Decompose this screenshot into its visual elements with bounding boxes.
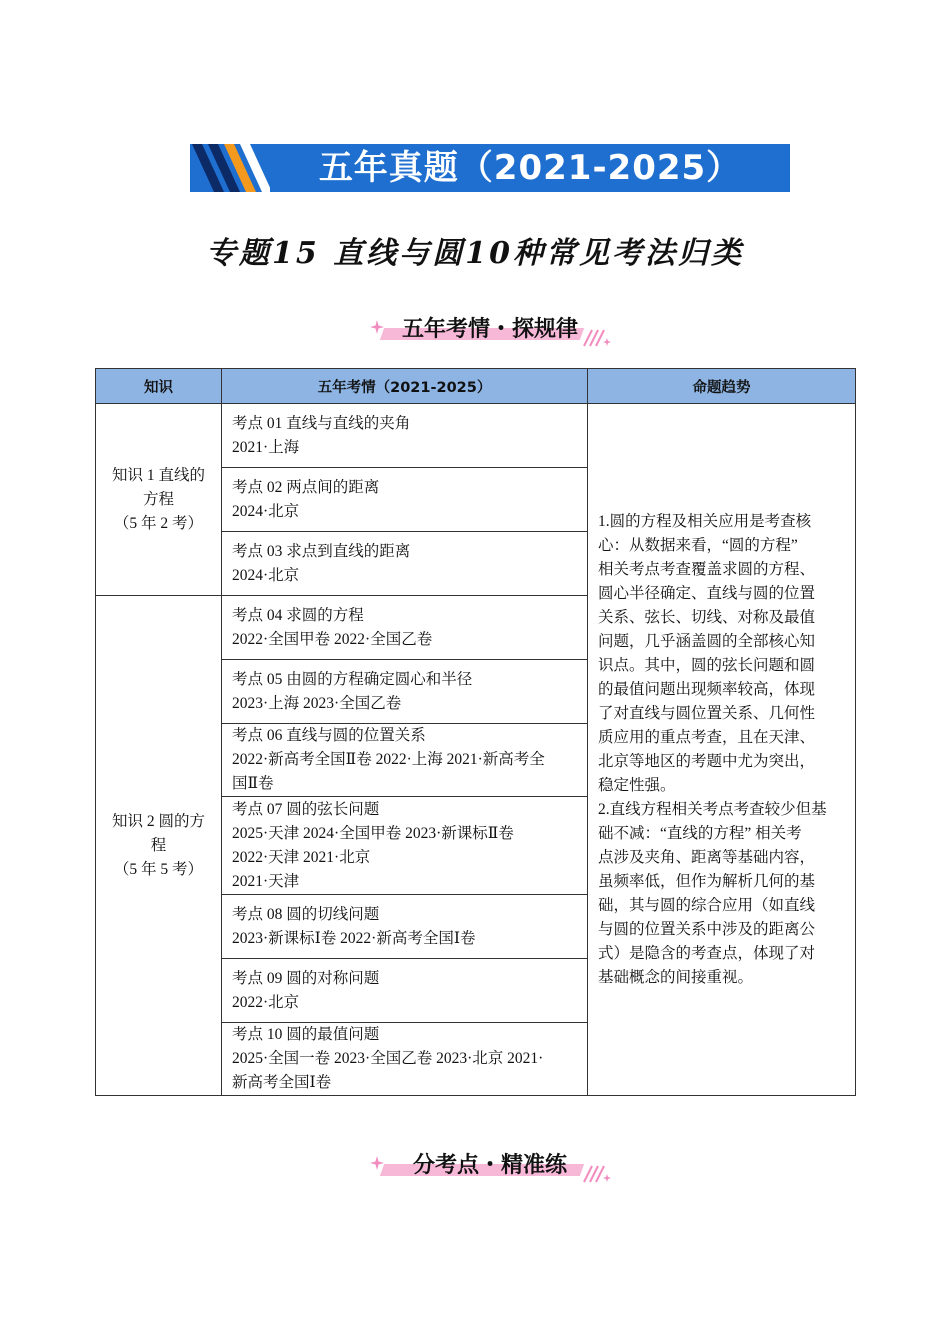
- trend-line: 相关考点考查覆盖求圆的方程、: [598, 560, 816, 578]
- header-exam-years: 五年考情（2021-2025）: [222, 369, 588, 404]
- point-title: 考点 06 直线与圆的位置关系: [232, 727, 426, 744]
- point-title: 考点 09 圆的对称问题: [232, 969, 380, 987]
- trend-line: 式）是隐含的考查点，体现了对: [598, 944, 816, 962]
- knowledge-line: 方程: [142, 490, 174, 508]
- header-knowledge: 知识: [96, 369, 222, 404]
- section-title: 分考点・精准练: [412, 1153, 567, 1178]
- point-title: 考点 10 圆的最值问题: [232, 1026, 380, 1043]
- exam-point-cell: [222, 660, 588, 724]
- point-title: 考点 01 直线与直线的夹角: [232, 414, 411, 432]
- page-title: 专题15 直线与圆10种常见考法归类: [206, 236, 744, 271]
- knowledge-line: 知识 1 直线的: [111, 466, 205, 484]
- trend-line: 1.圆的方程及相关应用是考查核: [598, 512, 812, 530]
- exam-point-cell: [222, 532, 588, 596]
- exam-table: [95, 368, 856, 1096]
- trend-line: 础不减：“直线的方程” 相关考: [598, 824, 802, 842]
- section-badge-practice: [360, 1142, 620, 1186]
- point-title: 考点 07 圆的弦长问题: [232, 800, 380, 818]
- point-title: 考点 04 求圆的方程: [232, 606, 364, 624]
- point-years: 2024·北京: [232, 502, 300, 520]
- trend-line: 基础概念的间接重视。: [598, 968, 754, 986]
- trend-line: 质应用的重点考查，且在天津、: [598, 728, 816, 746]
- section-badge-trends: [360, 306, 620, 350]
- trend-line: 识点。其中，圆的弦长问题和圆: [598, 656, 816, 674]
- point-years: 2025·全国一卷 2023·全国乙卷 2023·北京 2021·: [232, 1050, 544, 1067]
- point-years: 2022·北京: [232, 993, 300, 1011]
- point-years: 2022·新高考全国Ⅱ卷 2022·上海 2021·新高考全: [232, 751, 545, 768]
- trend-line: 北京等地区的考题中尤为突出，: [598, 752, 816, 770]
- point-years: 2024·北京: [232, 566, 300, 584]
- exam-point-cell: [222, 596, 588, 660]
- point-title: 考点 02 两点间的距离: [232, 478, 380, 496]
- point-years: 2023·新课标Ⅰ卷 2022·新高考全国Ⅰ卷: [232, 929, 476, 947]
- knowledge-cell: [96, 404, 222, 596]
- exam-point-cell: [222, 724, 588, 797]
- header-trend: 命题趋势: [588, 369, 856, 404]
- knowledge-cell: [96, 596, 222, 1096]
- point-years: 2022·天津 2021·北京: [232, 848, 371, 866]
- trend-cell: [588, 404, 856, 1096]
- trend-line: 础，其与圆的综合应用（如直线: [598, 896, 816, 914]
- knowledge-line: （5 年 2 考）: [113, 514, 204, 532]
- slash-decoration-icon: [582, 324, 612, 348]
- point-years: 2023·上海 2023·全国乙卷: [232, 694, 402, 712]
- table-header-row: [96, 369, 856, 404]
- trend-line: 2.直线方程相关考点考查较少但基: [598, 800, 827, 818]
- trend-line: 了对直线与圆位置关系、几何性: [598, 704, 816, 722]
- trend-line: 与圆的位置关系中涉及的距离公: [598, 920, 816, 938]
- point-years: 2021·天津: [232, 872, 300, 890]
- point-years: 2022·全国甲卷 2022·全国乙卷: [232, 630, 433, 648]
- banner-stripes-icon: [190, 144, 270, 192]
- point-title: 考点 05 由圆的方程确定圆心和半径: [232, 670, 473, 688]
- point-years: 新高考全国Ⅰ卷: [232, 1074, 332, 1091]
- trend-line: 稳定性强。: [598, 776, 676, 794]
- trend-line: 圆心半径确定、直线与圆的位置: [598, 584, 816, 602]
- banner-title: 五年真题（2021-2025）: [318, 148, 742, 188]
- exam-point-cell: [222, 959, 588, 1023]
- table-row: [96, 404, 856, 468]
- trend-line: 心：从数据来看，“圆的方程”: [598, 536, 798, 554]
- trend-line: 的最值问题出现频率较高，体现: [598, 680, 816, 698]
- slash-decoration-icon: [582, 1160, 612, 1184]
- trend-line: 虽频率低，但作为解析几何的基: [598, 872, 816, 890]
- exam-point-cell: [222, 468, 588, 532]
- section-title: 五年考情・探规律: [401, 317, 578, 342]
- trend-line: 问题，几乎涵盖圆的全部核心知: [598, 632, 816, 650]
- knowledge-line: 程: [150, 836, 167, 854]
- exam-point-cell: [222, 404, 588, 468]
- knowledge-line: 知识 2 圆的方: [111, 812, 205, 830]
- exam-point-cell: [222, 1023, 588, 1096]
- point-title: 考点 03 求点到直线的距离: [232, 542, 411, 560]
- exam-point-cell: [222, 797, 588, 895]
- trend-line: 关系、弦长、切线、对称及最值: [598, 608, 816, 626]
- exam-point-cell: [222, 895, 588, 959]
- point-years: 2021·上海: [232, 438, 300, 456]
- banner: [190, 144, 790, 192]
- point-years: 国Ⅱ卷: [232, 775, 274, 792]
- point-years: 2025·天津 2024·全国甲卷 2023·新课标Ⅱ卷: [232, 824, 514, 842]
- trend-line: 点涉及夹角、距离等基础内容，: [598, 848, 816, 866]
- knowledge-line: （5 年 5 考）: [113, 860, 204, 878]
- point-title: 考点 08 圆的切线问题: [232, 905, 380, 923]
